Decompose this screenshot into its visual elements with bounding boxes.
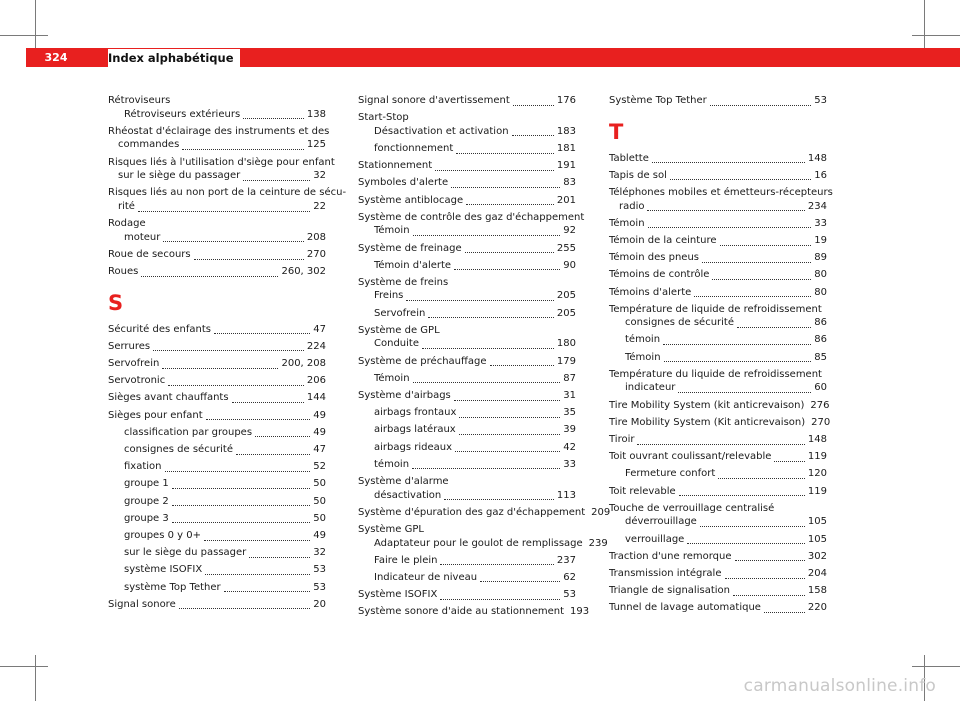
- crop-mark: [912, 666, 960, 667]
- page-ref: 105: [807, 516, 827, 528]
- index-entry: Système GPL: [358, 523, 424, 535]
- index-entry: Tire Mobility System (Kit anticrevaison) 270: [609, 416, 831, 428]
- page-ref: 92: [563, 225, 576, 237]
- page-ref: 204: [807, 567, 827, 579]
- page-ref: 200, 208: [281, 358, 326, 370]
- index-entry: Système de freins: [358, 276, 449, 288]
- index-entry: airbags latéraux 39: [374, 424, 576, 436]
- index-entry: Système ISOFIX 53: [358, 589, 576, 601]
- index-entry: Téléphones mobiles et émetteurs-récepteurs: [609, 186, 833, 198]
- page-ref: 206: [306, 375, 326, 387]
- index-entry: Rétroviseurs extérieurs 138: [124, 108, 326, 120]
- section-letter: S: [108, 290, 124, 315]
- index-entry: Système d'alarme: [358, 475, 449, 487]
- index-entry: Témoin des pneus 89: [609, 252, 827, 264]
- page-ref: 87: [563, 372, 576, 384]
- index-entry: système Top Tether 53: [124, 581, 326, 593]
- page-ref: 138: [306, 108, 326, 120]
- page-ref: 33: [563, 458, 576, 470]
- section-letter: T: [609, 119, 624, 144]
- page-ref: 193: [570, 606, 590, 618]
- page-ref: 201: [556, 194, 576, 206]
- page-ref: 119: [807, 451, 827, 463]
- index-entry: Toit relevable 119: [609, 485, 827, 497]
- index-entry: Témoin 92: [374, 225, 576, 237]
- index-entry: commandes 125: [118, 139, 326, 151]
- index-entry: verrouillage 105: [625, 533, 827, 545]
- page-ref: 89: [814, 252, 827, 264]
- index-entry: Signal sonore 20: [108, 598, 326, 610]
- page-ref: 33: [814, 217, 827, 229]
- page-ref: 205: [556, 307, 576, 319]
- index-entry: Système Top Tether 53: [609, 95, 827, 106]
- index-entry: Système d'épuration des gaz d'échappement 209: [358, 506, 611, 518]
- page-ref: 208: [306, 231, 326, 243]
- index-entry: Témoins de contrôle 80: [609, 269, 827, 281]
- index-entry: désactivation 113: [374, 489, 576, 501]
- index-entry: Fermeture confort 120: [625, 468, 827, 480]
- page-ref: 20: [313, 598, 326, 610]
- page-ref: 191: [556, 160, 576, 172]
- index-entry: Témoin 85: [625, 351, 827, 363]
- page-ref: 53: [313, 581, 326, 593]
- page-ref: 179: [556, 355, 576, 367]
- crop-mark: [35, 0, 36, 48]
- page-ref: 209: [591, 506, 611, 518]
- page-ref: 183: [556, 125, 576, 137]
- index-entry: Conduite 180: [374, 338, 576, 350]
- page-number: 324: [44, 51, 68, 64]
- page-ref: 49: [313, 409, 326, 421]
- index-entry: moteur 208: [124, 231, 326, 243]
- index-entry: Freins 205: [374, 290, 576, 302]
- index-entry: groupes 0 y 0+ 49: [124, 529, 326, 541]
- index-entry: Traction d'une remorque 302: [609, 550, 827, 562]
- page-ref: 255: [556, 242, 576, 254]
- index-entry: rité 22: [118, 200, 326, 212]
- index-entry: Témoin 87: [374, 372, 576, 384]
- index-entry: consignes de sécurité 86: [625, 317, 827, 329]
- index-entry: fixation 52: [124, 461, 326, 473]
- index-entry: système ISOFIX 53: [124, 564, 326, 576]
- page-ref: 220: [807, 602, 827, 614]
- index-entry: Tire Mobility System (kit anticrevaison) 276: [609, 399, 830, 411]
- crop-mark: [924, 0, 925, 48]
- page-ref: 180: [556, 338, 576, 350]
- crop-mark: [35, 655, 36, 701]
- page-ref: 234: [807, 200, 827, 212]
- crop-mark: [0, 666, 48, 667]
- page-ref: 47: [313, 444, 326, 455]
- page-ref: 239: [588, 537, 608, 549]
- index-entry: Signal sonore d'avertissement 176: [358, 95, 576, 106]
- page-ref: 31: [563, 390, 576, 401]
- page-ref: 119: [807, 485, 827, 497]
- index-entry: Désactivation et activation 183: [374, 125, 576, 137]
- index-entry: consignes de sécurité 47: [124, 444, 326, 455]
- index-entry: Rhéostat d'éclairage des instruments et des: [108, 125, 330, 137]
- index-entry: groupe 2 50: [124, 495, 326, 507]
- index-entry: Système sonore d'aide au stationnement 193: [358, 606, 590, 618]
- index-entry: Témoin 33: [609, 217, 827, 229]
- page-ref: 270: [811, 416, 831, 428]
- index-entry: Sièges pour enfant 49: [108, 409, 326, 421]
- page-ref: 302: [807, 550, 827, 562]
- index-entry: airbags rideaux 42: [374, 441, 576, 453]
- index-entry: Système d'airbags 31: [358, 390, 576, 401]
- index-entry: airbags frontaux 35: [374, 407, 576, 419]
- index-entry: Servofrein 205: [374, 307, 576, 319]
- page-ref: 50: [313, 512, 326, 524]
- page-ref: 148: [807, 434, 827, 445]
- index-entry: Système de contrôle des gaz d'échappement: [358, 211, 585, 223]
- index-entry: Système antiblocage 201: [358, 194, 576, 206]
- index-entry: Adaptateur pour le goulot de remplissage 239: [374, 537, 608, 549]
- page-ref: 49: [313, 529, 326, 541]
- page-ref: 158: [807, 585, 827, 597]
- page-ref: 105: [807, 533, 827, 545]
- page-ref: 60: [814, 382, 827, 394]
- page-ref: 113: [556, 489, 576, 501]
- page-ref: 53: [814, 95, 827, 106]
- page-ref: 181: [556, 142, 576, 154]
- index-entry: indicateur 60: [625, 382, 827, 394]
- page-ref: 125: [306, 139, 326, 151]
- index-entry: témoin 33: [374, 458, 576, 470]
- index-entry: Servofrein 200, 208: [108, 358, 326, 370]
- index-entry: Faire le plein 237: [374, 554, 576, 566]
- page-ref: 62: [563, 571, 576, 583]
- page-ref: 205: [556, 290, 576, 302]
- index-entry: Risques liés à l'utilisation d'siège pour enfant: [108, 156, 335, 168]
- index-entry: Risques liés au non port de la ceinture de sécu-: [108, 187, 347, 199]
- index-entry: Toit ouvrant coulissant/relevable 119: [609, 451, 827, 463]
- index-entry: Tablette 148: [609, 152, 827, 164]
- page-ref: 120: [807, 468, 827, 480]
- index-entry: Système de préchauffage 179: [358, 355, 576, 367]
- index-entry: Touche de verrouillage centralisé: [609, 502, 775, 514]
- index-entry: Transmission intégrale 204: [609, 567, 827, 579]
- page-ref: 22: [313, 200, 326, 212]
- page-ref: 50: [313, 495, 326, 507]
- index-entry: Serrures 224: [108, 340, 326, 352]
- index-column-2: [358, 94, 611, 622]
- index-entry: classification par groupes 49: [124, 426, 326, 438]
- page-ref: 53: [313, 564, 326, 576]
- index-entry: Sécurité des enfants 47: [108, 323, 326, 335]
- index-entry: Température de liquide de refroidissement: [609, 303, 822, 315]
- index-entry: groupe 1 50: [124, 478, 326, 490]
- watermark: carmanualsonline.info: [743, 676, 936, 696]
- page-ref: 148: [807, 152, 827, 164]
- crop-mark: [0, 35, 48, 36]
- index-entry: Système de freinage 255: [358, 242, 576, 254]
- index-entry: Stationnement 191: [358, 160, 576, 172]
- index-entry: Indicateur de niveau 62: [374, 571, 576, 583]
- page-ref: 80: [814, 269, 827, 281]
- page-ref: 47: [313, 323, 326, 335]
- page-ref: 86: [814, 317, 827, 329]
- page-ref: 260, 302: [281, 266, 326, 278]
- index-entry: Température du liquide de refroidissement: [609, 368, 822, 380]
- page-ref: 270: [306, 248, 326, 260]
- index-entry: Symboles d'alerte 83: [358, 177, 576, 189]
- page-ref: 16: [814, 169, 827, 181]
- index-entry: témoin 86: [625, 334, 827, 346]
- page-ref: 19: [814, 234, 827, 246]
- page-ref: 83: [563, 177, 576, 189]
- index-entry: Roue de secours 270: [108, 248, 326, 260]
- page-ref: 90: [563, 259, 576, 271]
- index-entry: groupe 3 50: [124, 512, 326, 524]
- index-entry: Système de GPL: [358, 324, 440, 336]
- index-entry: Start-Stop: [358, 112, 409, 124]
- page-ref: 176: [556, 95, 576, 106]
- index-entry: Rodage: [108, 218, 146, 230]
- page-ref: 237: [556, 554, 576, 566]
- index-entry: sur le siège du passager 32: [124, 547, 326, 559]
- index-entry: fonctionnement 181: [374, 142, 576, 154]
- page-ref: 80: [814, 286, 827, 298]
- page-ref: 35: [563, 407, 576, 419]
- page-ref: 144: [306, 392, 326, 404]
- page-ref: 32: [313, 547, 326, 559]
- index-column-1: [108, 94, 347, 615]
- index-entry: Tunnel de lavage automatique 220: [609, 602, 827, 614]
- index-entry: Tapis de sol 16: [609, 169, 827, 181]
- page-ref: 50: [313, 478, 326, 490]
- index-entry: Servotronic 206: [108, 375, 326, 387]
- index-entry: Témoin d'alerte 90: [374, 259, 576, 271]
- page-title: Index alphabétique: [108, 49, 240, 68]
- index-entry: Témoins d'alerte 80: [609, 286, 827, 298]
- index-entry: Triangle de signalisation 158: [609, 585, 827, 597]
- page-ref: 42: [563, 441, 576, 453]
- index-entry: Témoin de la ceinture 19: [609, 234, 827, 246]
- page-ref: 39: [563, 424, 576, 436]
- page-ref: 52: [313, 461, 326, 473]
- crop-mark: [912, 35, 960, 36]
- index-entry: Roues 260, 302: [108, 266, 326, 278]
- index-entry: Rétroviseurs: [108, 95, 171, 106]
- page-ref: 86: [814, 334, 827, 346]
- index-entry: Sièges avant chauffants 144: [108, 392, 326, 404]
- page-ref: 85: [814, 351, 827, 363]
- page-ref: 53: [563, 589, 576, 601]
- page-ref: 224: [306, 340, 326, 352]
- index-entry: Tiroir 148: [609, 434, 827, 445]
- page-ref: 32: [313, 170, 326, 182]
- index-entry: sur le siège du passager 32: [118, 170, 326, 182]
- page-ref: 49: [313, 426, 326, 438]
- index-column-3: [609, 94, 833, 618]
- index-entry: déverrouillage 105: [625, 516, 827, 528]
- index-entry: radio 234: [619, 200, 827, 212]
- page-ref: 276: [810, 399, 830, 411]
